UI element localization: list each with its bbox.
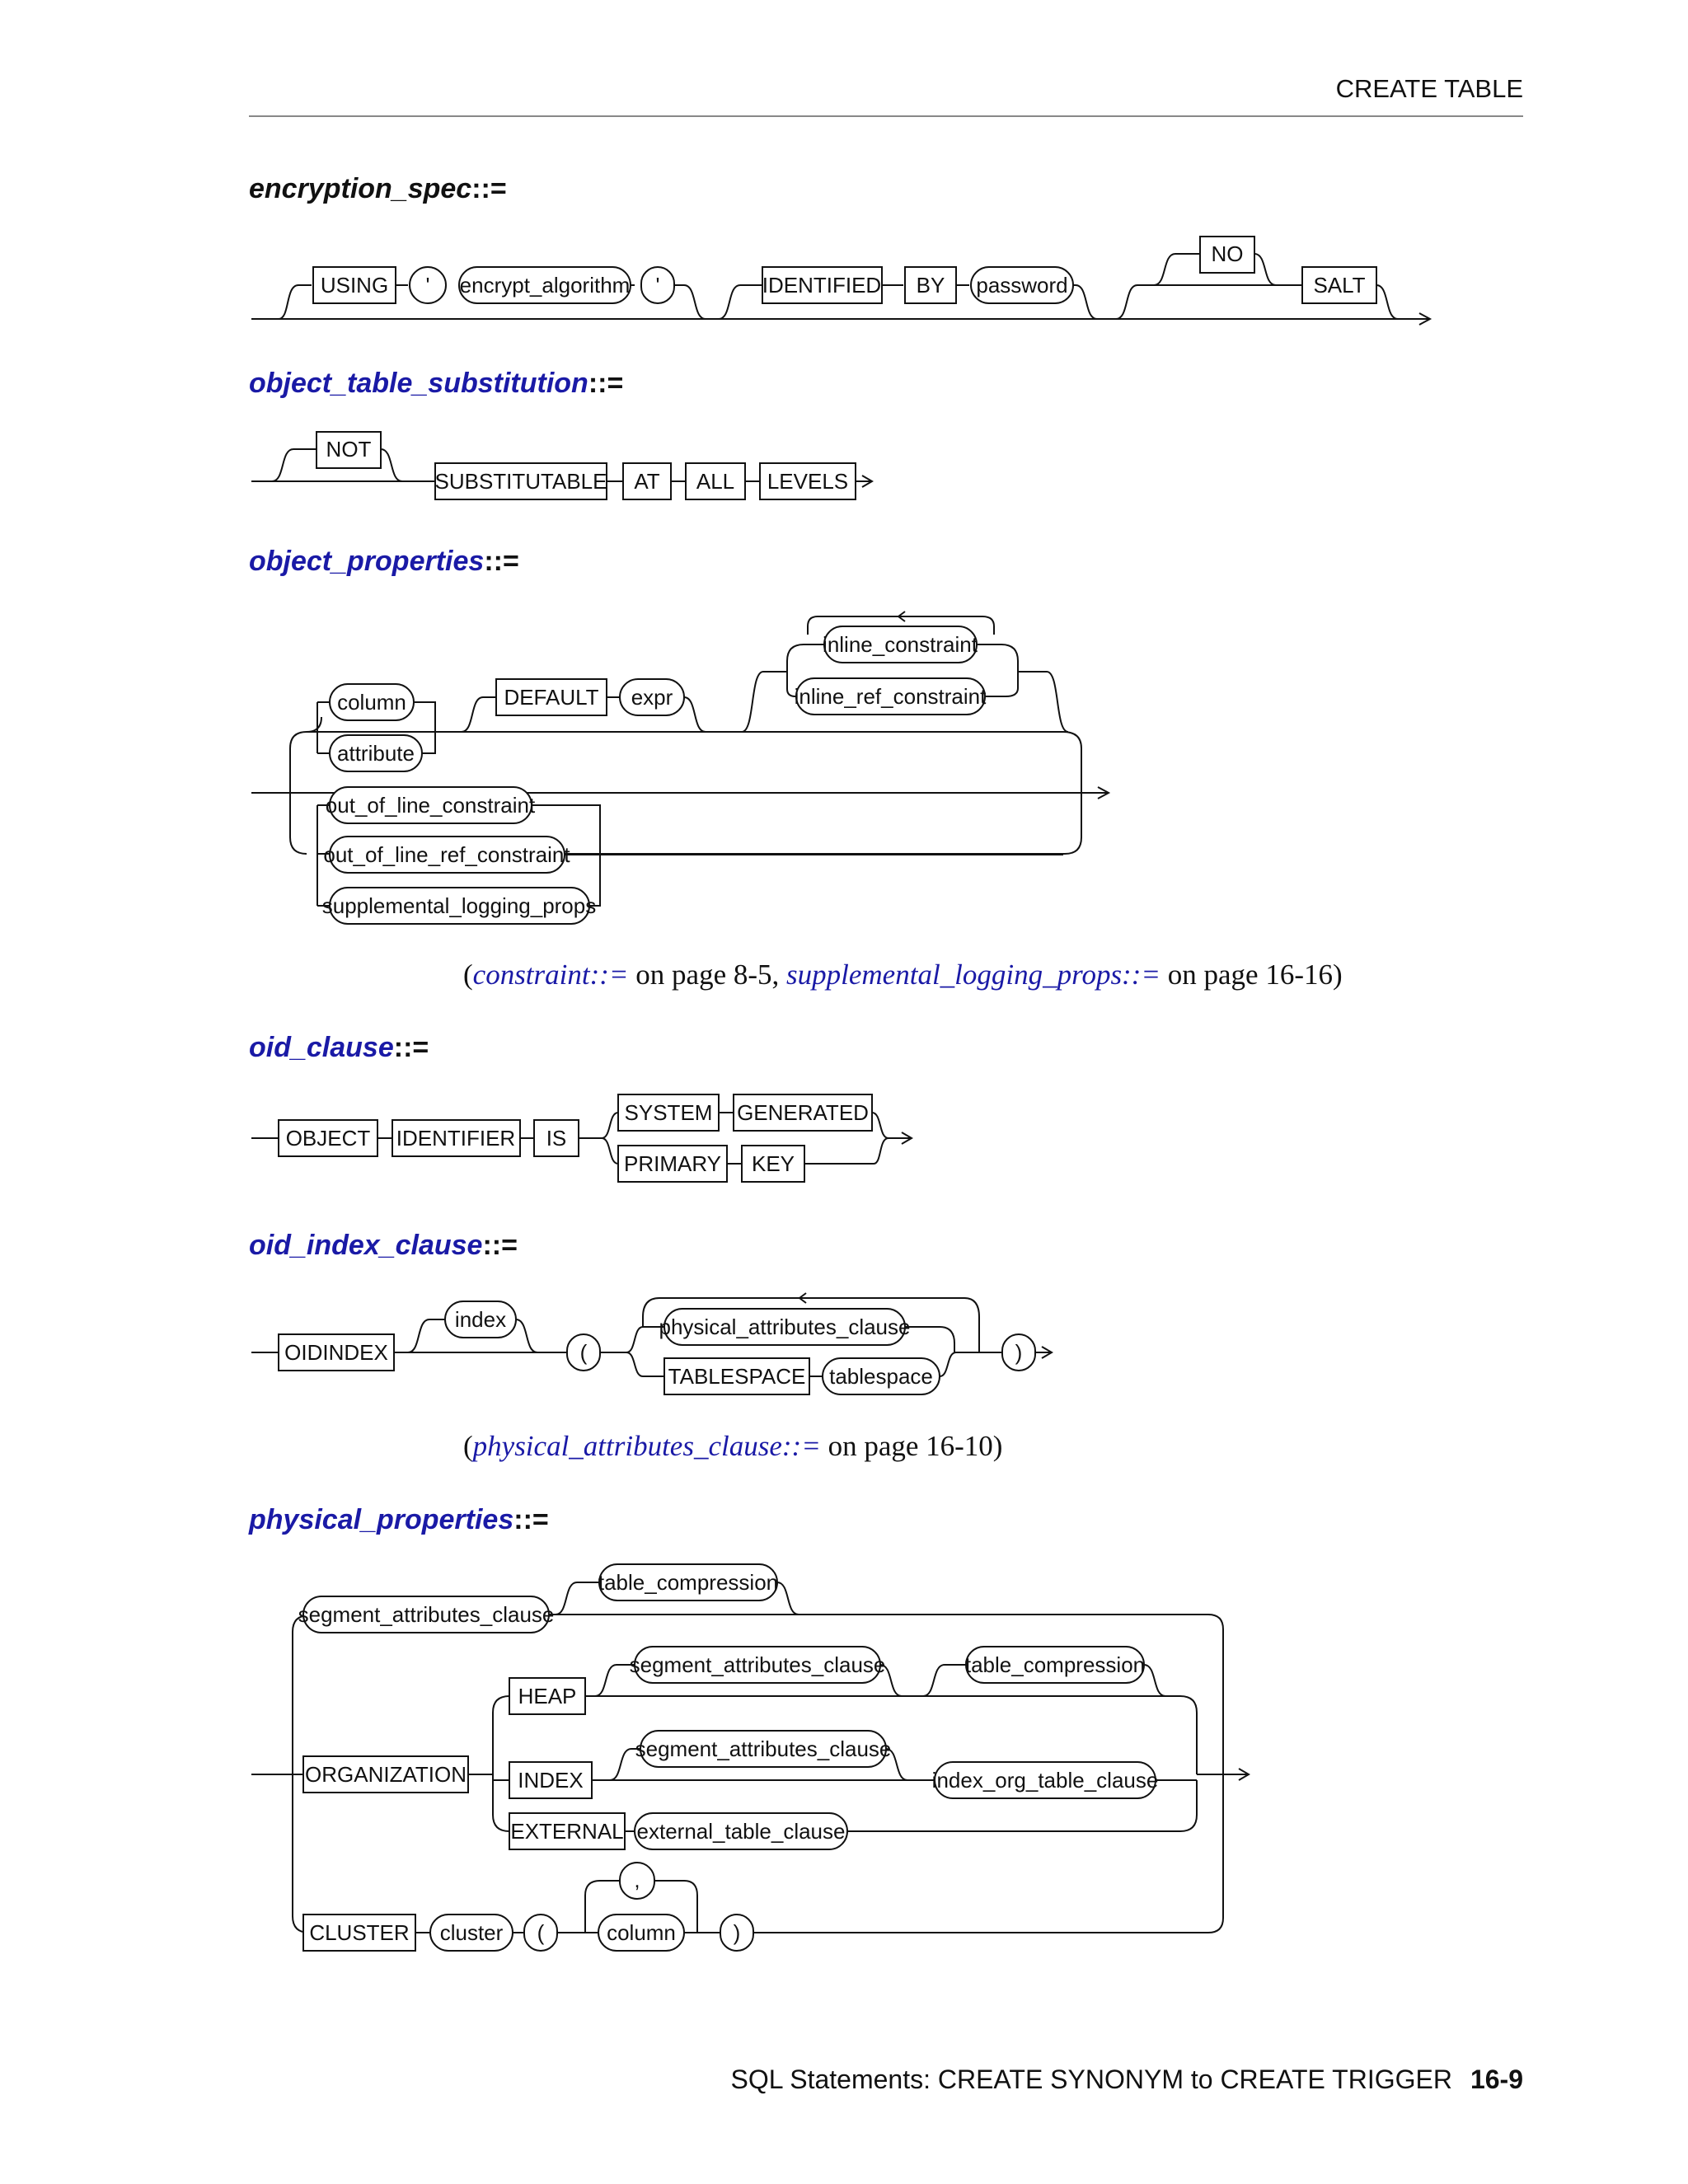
production-title-encryption-spec: encryption_spec::= — [249, 173, 507, 204]
production-title-oid-clause: oid_clause::= — [249, 1032, 429, 1063]
diagram-oid-index-clause — [0, 1282, 1688, 1405]
token-oidindex: OIDINDEX — [284, 1340, 388, 1365]
token-primary: PRIMARY — [624, 1151, 721, 1176]
production-title-object-properties: object_properties::= — [249, 546, 519, 577]
token-system: SYSTEM — [624, 1100, 713, 1125]
token-all: ALL — [696, 469, 735, 494]
token-encrypt-algorithm: encrypt_algorithm — [459, 273, 631, 298]
token-using: USING — [320, 273, 389, 298]
header-rule — [249, 115, 1523, 117]
token-rparen: ) — [733, 1920, 741, 1945]
token-organization: ORGANIZATION — [305, 1762, 467, 1787]
token-out-of-line-ref-constraint: out_of_line_ref_constraint — [323, 842, 570, 867]
running-head: CREATE TABLE — [1335, 74, 1523, 103]
token-comma: , — [634, 1868, 640, 1892]
token-inline-ref-constraint: inline_ref_constraint — [794, 684, 987, 709]
token-column: column — [607, 1920, 676, 1945]
token-quote: ' — [655, 273, 660, 298]
production-title-oid-index-clause: oid_index_clause::= — [249, 1230, 518, 1261]
token-substitutable: SUBSTITUTABLE — [434, 469, 607, 494]
token-external-table-clause: external_table_clause — [636, 1819, 846, 1844]
token-password: password — [976, 273, 1068, 298]
token-identifier: IDENTIFIER — [396, 1126, 516, 1151]
token-lparen: ( — [537, 1920, 545, 1945]
xref-link-physical-attributes-clause[interactable]: physical_attributes_clause::= — [472, 1430, 821, 1462]
token-key: KEY — [751, 1151, 795, 1176]
diagram-encryption-spec — [0, 223, 1688, 338]
token-physical-attributes-clause: physical_attributes_clause — [659, 1315, 911, 1339]
page-footer — [0, 2064, 1523, 2095]
token-index: index — [454, 1307, 507, 1332]
token-object: OBJECT — [285, 1126, 371, 1151]
token-lparen: ( — [579, 1340, 588, 1365]
token-salt: SALT — [1313, 273, 1366, 298]
token-heap: HEAP — [518, 1684, 577, 1708]
token-rparen: ) — [1015, 1340, 1023, 1365]
xref-object-properties: (constraint::= on page 8-5, supplemental_logging_props::= on page 16-16) — [463, 958, 1343, 991]
token-levels: LEVELS — [767, 469, 849, 494]
token-is: IS — [546, 1126, 567, 1151]
token-segment-attributes-clause: segment_attributes_clause — [635, 1736, 892, 1761]
xref-link-supplemental-logging-props[interactable]: supplemental_logging_props::= — [786, 958, 1160, 991]
token-default: DEFAULT — [504, 685, 599, 710]
token-cluster-kw: CLUSTER — [309, 1920, 410, 1945]
token-segment-attributes-clause: segment_attributes_clause — [629, 1652, 886, 1677]
token-tablespace: tablespace — [829, 1364, 933, 1389]
diagram-oid-clause — [0, 1080, 1688, 1195]
token-external: EXTERNAL — [510, 1819, 624, 1844]
page-number: 16-9 — [1470, 2064, 1523, 2094]
token-quote: ' — [425, 273, 430, 298]
token-index-org-table-clause: index_org_table_clause — [931, 1768, 1159, 1793]
token-at: AT — [634, 469, 660, 494]
diagram-object-table-substitution — [0, 416, 1688, 507]
token-inline-constraint: inline_constraint — [823, 632, 978, 657]
token-table-compression: table_compression — [964, 1652, 1146, 1677]
token-no: NO — [1211, 241, 1244, 266]
production-title-object-table-substitution: object_table_substitution::= — [249, 368, 624, 399]
token-generated: GENERATED — [737, 1100, 869, 1125]
token-expr: expr — [631, 685, 673, 710]
xref-oid-index-clause: (physical_attributes_clause::= on page 16-10) — [463, 1430, 1003, 1462]
diagram-object-properties — [0, 602, 1688, 931]
xref-link-constraint[interactable]: constraint::= — [472, 958, 629, 991]
token-segment-attributes-clause: segment_attributes_clause — [298, 1602, 555, 1627]
diagram-physical-properties — [0, 1554, 1688, 1949]
production-title-physical-properties: physical_properties::= — [249, 1504, 549, 1535]
token-identified: IDENTIFIED — [762, 273, 882, 298]
token-cluster: cluster — [439, 1920, 504, 1945]
token-attribute: attribute — [337, 741, 415, 766]
token-tablespace-kw: TABLESPACE — [668, 1364, 806, 1389]
token-table-compression: table_compression — [598, 1570, 779, 1595]
token-supplemental-logging-props: supplemental_logging_props — [321, 893, 597, 918]
footer-title: SQL Statements: CREATE SYNONYM to CREATE TRIGGER — [730, 2064, 1452, 2094]
token-out-of-line-constraint: out_of_line_constraint — [325, 793, 536, 818]
token-not: NOT — [326, 437, 372, 462]
token-by: BY — [916, 273, 945, 298]
token-index: INDEX — [518, 1768, 584, 1793]
token-column: column — [337, 690, 406, 715]
